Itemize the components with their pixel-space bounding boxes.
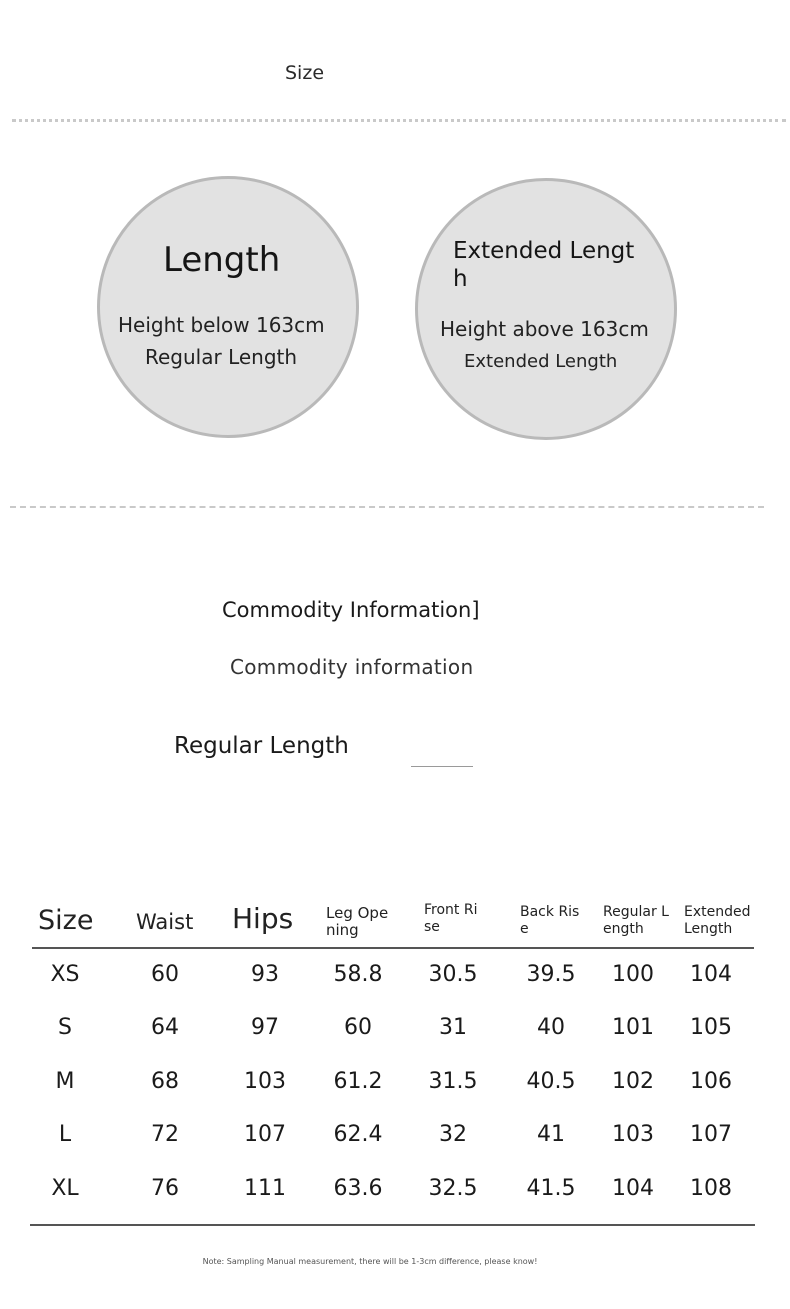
cell-front-rise: 30.5 <box>428 962 478 987</box>
cell-waist: 64 <box>151 1015 179 1041</box>
table-header-front-rise: Front Rise <box>424 902 478 935</box>
commodity-subheading: Commodity information <box>230 655 474 679</box>
cell-front-rise: 32 <box>439 1122 467 1148</box>
cell-leg-opening: 62.4 <box>333 1122 383 1148</box>
table-bottom-rule <box>30 1224 755 1226</box>
regular-circle-height-text: Height below 163cm <box>118 313 325 337</box>
cell-front-rise: 32.5 <box>428 1175 478 1201</box>
table-header-regular-length: Regular Length <box>603 904 669 937</box>
cell-back-rise: 40.5 <box>526 1068 576 1094</box>
divider-top <box>12 119 786 122</box>
regular-circle-length-text: Regular Length <box>145 345 298 369</box>
cell-extended-length: 104 <box>690 962 732 987</box>
extended-circle-length-text: Extended Length <box>464 351 618 372</box>
table-header-hips: Hips <box>232 902 294 935</box>
table-row <box>0 1166 790 1219</box>
divider-middle <box>10 506 764 508</box>
cell-waist: 60 <box>151 962 179 987</box>
cell-hips: 93 <box>251 962 279 987</box>
extended-length-circle <box>415 178 677 440</box>
cell-leg-opening: 58.8 <box>333 962 383 987</box>
cell-waist: 68 <box>151 1068 179 1094</box>
cell-extended-length: 108 <box>690 1175 732 1201</box>
cell-waist: 72 <box>151 1122 179 1148</box>
measurement-note: Note: Sampling Manual measurement, there will be 1-3cm difference, please know! <box>202 1257 538 1266</box>
cell-hips: 107 <box>244 1122 286 1148</box>
table-row <box>0 1059 790 1112</box>
cell-regular-length: 103 <box>612 1122 654 1148</box>
cell-hips: 97 <box>251 1015 279 1041</box>
cell-size: M <box>55 1068 75 1094</box>
regular-length-heading: Regular Length <box>174 733 349 759</box>
table-header-waist: Waist <box>136 910 194 934</box>
cell-regular-length: 102 <box>612 1068 654 1094</box>
table-row <box>0 952 790 1005</box>
cell-leg-opening: 63.6 <box>333 1175 383 1201</box>
commodity-heading: Commodity Information] <box>222 598 480 622</box>
table-header-rule <box>32 947 754 949</box>
cell-back-rise: 39.5 <box>526 962 576 987</box>
size-table-body <box>0 952 790 1219</box>
cell-regular-length: 101 <box>612 1015 654 1041</box>
cell-extended-length: 107 <box>690 1122 732 1148</box>
cell-size: S <box>58 1015 72 1041</box>
extended-circle-height-text: Height above 163cm <box>440 317 649 341</box>
regular-circle-title: Length <box>163 240 281 280</box>
cell-size: XL <box>51 1175 79 1201</box>
cell-size: L <box>58 1122 72 1148</box>
cell-back-rise: 41 <box>537 1122 565 1148</box>
table-header-extended-length: Extended Length <box>684 904 751 937</box>
table-row <box>0 1005 790 1058</box>
size-heading: Size <box>285 62 325 84</box>
cell-waist: 76 <box>151 1175 179 1201</box>
cell-extended-length: 105 <box>690 1015 732 1041</box>
cell-front-rise: 31 <box>439 1015 467 1041</box>
table-header-leg-opening: Leg Opening <box>326 904 389 939</box>
cell-leg-opening: 60 <box>344 1015 372 1041</box>
cell-hips: 111 <box>244 1175 286 1201</box>
cell-back-rise: 41.5 <box>526 1175 576 1201</box>
cell-hips: 103 <box>244 1068 286 1094</box>
cell-size: XS <box>50 962 80 987</box>
cell-front-rise: 31.5 <box>428 1068 478 1094</box>
regular-length-circle <box>97 176 359 438</box>
cell-leg-opening: 61.2 <box>333 1068 383 1094</box>
table-header-size: Size <box>38 905 94 936</box>
extended-circle-title: Extended Length <box>453 238 635 292</box>
cell-back-rise: 40 <box>537 1015 565 1041</box>
cell-regular-length: 100 <box>612 962 654 987</box>
cell-regular-length: 104 <box>612 1175 654 1201</box>
heading-underline <box>411 766 473 767</box>
cell-extended-length: 106 <box>690 1068 732 1094</box>
table-row <box>0 1112 790 1165</box>
table-header-back-rise: Back Rise <box>520 904 580 937</box>
